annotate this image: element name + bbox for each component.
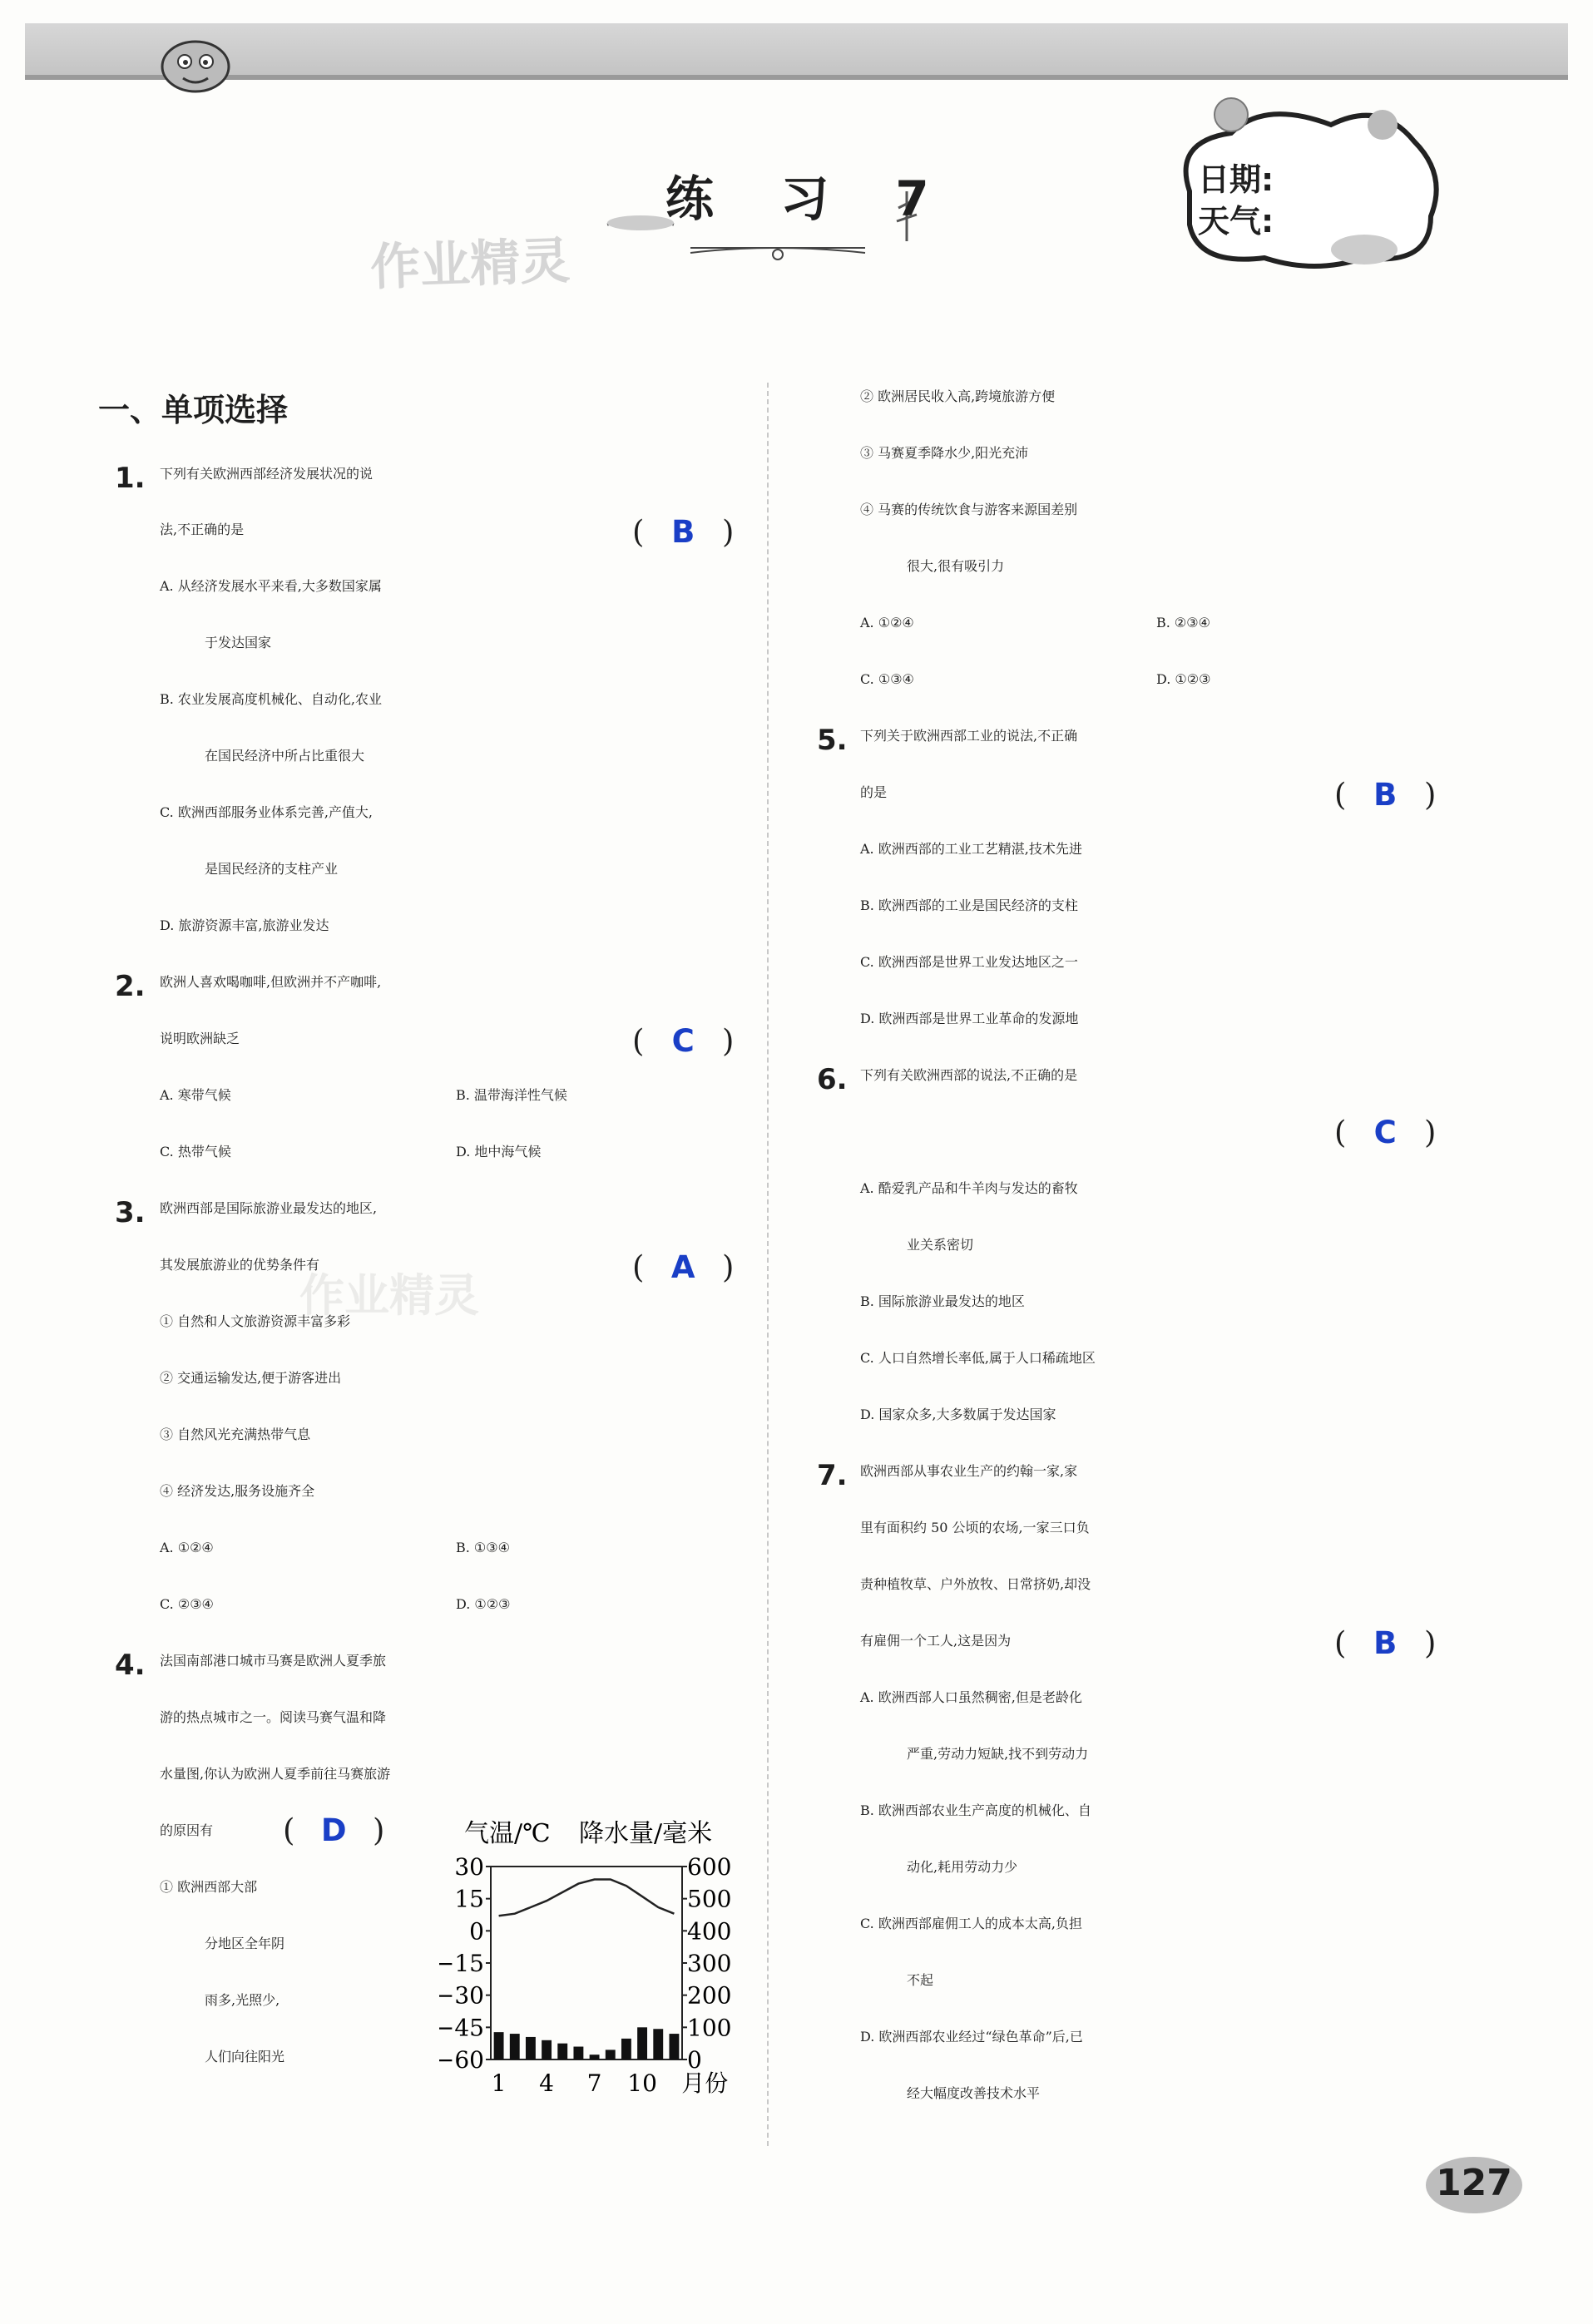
answer-letter: C [671, 1023, 695, 1059]
option: D. 旅游资源丰富,旅游业发达 [160, 917, 329, 933]
answer-letter: B [1373, 777, 1398, 813]
option: D. ①②③ [456, 1596, 511, 1612]
precipitation-bar [494, 2032, 504, 2059]
precipitation-bar [557, 2044, 567, 2059]
weather-label: 天气: [1198, 203, 1274, 240]
x-tick-label: 10 [627, 2069, 657, 2097]
date-label: 日期: [1198, 161, 1274, 198]
y-right-tick-label: 300 [687, 1950, 732, 1977]
question-stem: 下列有关欧洲西部的说法,不正确的是 [860, 1067, 1078, 1083]
y-left-tick-label: 30 [454, 1853, 484, 1881]
option: B. 农业发展高度机械化、自动化,农业 [160, 691, 383, 707]
option: A. 酷爱乳产品和牛羊肉与发达的畜牧 [860, 1180, 1078, 1196]
y-right-tick-label: 500 [687, 1885, 732, 1913]
x-unit-label: 月份 [681, 2069, 729, 2097]
statement: ④ 马赛的传统饮食与游客来源国差别 [860, 502, 1078, 517]
question-stem: 说明欧洲缺乏 [160, 1031, 240, 1046]
option: B. 国际旅游业最发达的地区 [860, 1293, 1025, 1309]
option: C. 欧洲西部服务业体系完善,产值大, [160, 804, 374, 820]
option: D. 欧洲西部是世界工业革命的发源地 [860, 1011, 1079, 1026]
statement: ③ 自然风光充满热带气息 [160, 1427, 311, 1442]
option: A. 欧洲西部的工业工艺精湛,技术先进 [860, 841, 1082, 857]
x-tick-label: 7 [586, 2069, 602, 2097]
answer-letter: B [1373, 1625, 1398, 1661]
answer-letter: D [320, 1812, 347, 1848]
answer-blank: ( B ) [1334, 777, 1437, 813]
question-stem: 下列有关欧洲西部经济发展状况的说 [160, 466, 374, 482]
question-stem: 的原因有 [160, 1822, 214, 1838]
statement: ① 欧洲西部大部 [160, 1879, 258, 1895]
question-stem: 法国南部港口城市马赛是欧洲人夏季旅 [160, 1653, 387, 1669]
y-left-tick-label: −15 [439, 1950, 484, 1977]
precipitation-bar [573, 2047, 583, 2059]
y-right-tick-label: 200 [687, 1981, 732, 2010]
y-left-tick-label: 15 [454, 1885, 484, 1913]
section-title: 一、单项选择 [98, 392, 289, 428]
x-tick-label: 1 [491, 2069, 507, 2097]
option: A. 从经济发展水平来看,大多数国家属 [160, 578, 382, 594]
mascot-icon [150, 25, 241, 100]
option: B. 欧洲西部的工业是国民经济的支柱 [860, 897, 1078, 913]
question-stem: 法,不正确的是 [160, 522, 245, 537]
statement: ③ 马赛夏季降水少,阳光充沛 [860, 445, 1029, 461]
column-divider [767, 383, 769, 2146]
statement: ④ 经济发达,服务设施齐全 [160, 1483, 315, 1499]
answer-blank: ( A ) [632, 1249, 735, 1285]
y-left-tick-label: −60 [439, 2046, 484, 2074]
option: B. 欧洲西部农业生产高度的机械化、自 [860, 1802, 1091, 1818]
question-stem: 责种植牧草、户外放牧、日常挤奶,却没 [860, 1576, 1091, 1592]
statement: 人们向往阳光 [205, 2049, 285, 2064]
precipitation-bar [526, 2037, 536, 2059]
climate-chart-svg [439, 1813, 739, 2129]
option: D. 国家众多,大多数属于发达国家 [860, 1407, 1056, 1422]
x-tick-label: 4 [539, 2069, 554, 2097]
option: 严重,劳动力短缺,找不到劳动力 [907, 1746, 1089, 1762]
statement: 分地区全年阴 [205, 1936, 285, 1951]
precipitation-bar [621, 2039, 631, 2059]
option: C. 热带气候 [160, 1144, 231, 1160]
page-number: 127 [1424, 2150, 1524, 2217]
answer-letter: B [671, 514, 695, 550]
option: A. 欧洲西部人口虽然稠密,但是老龄化 [860, 1689, 1082, 1705]
answer-blank: ( D ) [283, 1810, 384, 1852]
statement: ② 欧洲居民收入高,跨境旅游方便 [860, 388, 1056, 404]
precipitation-bar [637, 2027, 647, 2059]
statement: 很大,很有吸引力 [907, 558, 1005, 574]
option: 动化,耗用劳动力少 [907, 1859, 1018, 1875]
y-right-tick-label: 100 [687, 2014, 732, 2042]
y-left-tick-label: −45 [439, 2014, 484, 2042]
answer-blank: ( B ) [632, 514, 735, 550]
answer-letter: C [1373, 1115, 1397, 1150]
question-stem: 的是 [860, 784, 888, 800]
precipitation-bar [606, 2050, 616, 2059]
y-right-tick-label: 600 [687, 1853, 732, 1881]
option: C. ②③④ [160, 1596, 214, 1612]
question-stem: 欧洲西部从事农业生产的约翰一家,家 [860, 1463, 1078, 1479]
statement: ① 自然和人文旅游资源丰富多彩 [160, 1313, 351, 1329]
y-right-tick-label: 400 [687, 1917, 732, 1946]
y-left-tick-label: −30 [439, 1981, 484, 2010]
question-stem: 游的热点城市之一。阅读马赛气温和降 [160, 1709, 387, 1725]
option: C. 欧洲西部雇佣工人的成本太高,负担 [860, 1916, 1082, 1931]
option: 于发达国家 [205, 635, 272, 650]
option: A. ①②④ [860, 615, 914, 630]
option: C. 欧洲西部是世界工业发达地区之一 [860, 954, 1078, 970]
temperature-line [499, 1880, 675, 1916]
option: B. ②③④ [1156, 615, 1210, 630]
option: A. 寒带气候 [160, 1087, 231, 1103]
answer-letter: A [670, 1249, 695, 1285]
option: 经大幅度改善技术水平 [907, 2085, 1041, 2101]
precipitation-bar [590, 2055, 600, 2059]
precipitation-bar [542, 2040, 552, 2059]
answer-blank: ( C ) [632, 1023, 735, 1059]
answer-blank: ( B ) [1334, 1625, 1437, 1661]
option: B. ①③④ [456, 1540, 510, 1555]
watermark: 作业精灵 [369, 231, 571, 298]
y-right-label: 降水量/毫米 [579, 1819, 713, 1848]
y-left-tick-label: 0 [469, 1917, 484, 1946]
option: D. ①②③ [1156, 671, 1211, 687]
option: D. 欧洲西部农业经过“绿色革命”后,已 [860, 2029, 1083, 2045]
page-title: 练 习 7 [665, 171, 954, 227]
question-stem: 有雇佣一个工人,这是因为 [860, 1633, 1012, 1649]
answer-blank: ( C ) [1334, 1115, 1437, 1150]
question-stem: 欧洲人喜欢喝咖啡,但欧洲并不产咖啡, [160, 974, 382, 990]
precipitation-bar [669, 2034, 679, 2059]
y-left-label: 气温/℃ [464, 1819, 551, 1848]
top-banner [25, 23, 1568, 80]
option: B. 温带海洋性气候 [456, 1087, 567, 1103]
climate-chart [439, 1813, 739, 2129]
question-stem: 下列关于欧洲西部工业的说法,不正确 [860, 728, 1078, 744]
watermark-faint: 作业精灵 [299, 1269, 479, 1322]
option: 是国民经济的支柱产业 [205, 861, 339, 877]
option: 业关系密切 [907, 1237, 974, 1253]
statement: ② 交通运输发达,便于游客进出 [160, 1370, 342, 1386]
precipitation-bar [653, 2029, 663, 2059]
question-stem: 水量图,你认为欧洲人夏季前往马赛旅游 [160, 1766, 391, 1782]
option: C. ①③④ [860, 671, 914, 687]
option: 在国民经济中所占比重很大 [205, 748, 365, 764]
precipitation-bar [510, 2034, 520, 2059]
question-stem: 欧洲西部是国际旅游业最发达的地区, [160, 1200, 378, 1216]
option: D. 地中海气候 [456, 1144, 542, 1160]
y-right-tick-label: 0 [687, 2046, 702, 2074]
question-stem: 其发展旅游业的优势条件有 [160, 1257, 320, 1273]
option: A. ①②④ [160, 1540, 214, 1555]
question-stem: 里有面积约 50 公顷的农场,一家三口负 [860, 1520, 1090, 1535]
statement: 雨多,光照少, [205, 1992, 280, 2008]
option: C. 人口自然增长率低,属于人口稀疏地区 [860, 1350, 1096, 1366]
date-weather-box [1165, 91, 1447, 274]
option: 不起 [907, 1972, 934, 1988]
